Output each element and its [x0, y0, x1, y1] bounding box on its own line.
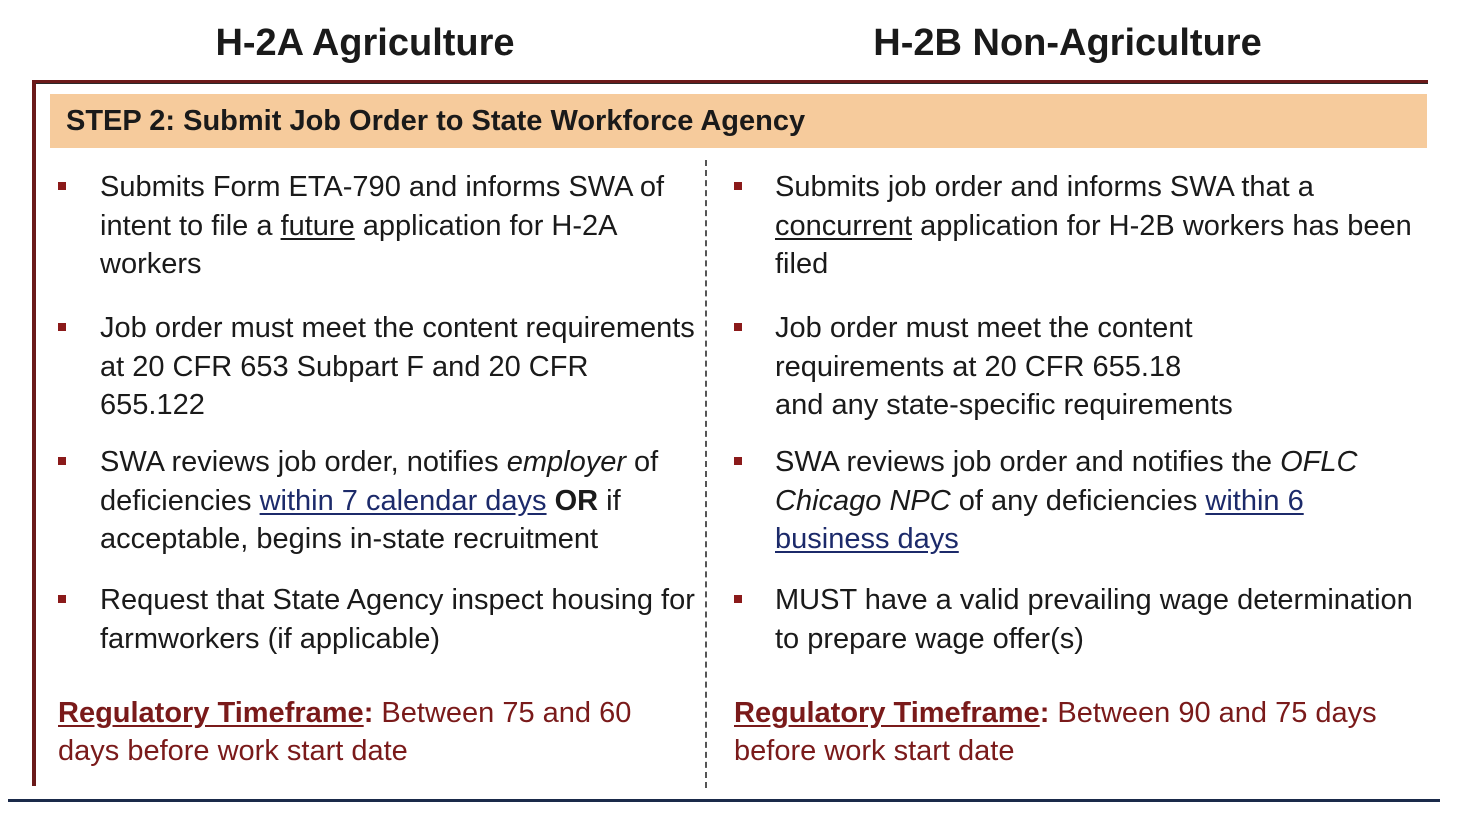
h2b-column-title: H-2B Non-Agriculture [873, 22, 1262, 64]
within-6-days-link[interactable]: within 6 business days [775, 484, 1304, 555]
bullet-icon [734, 457, 742, 465]
h2a-item-swa-review: SWA reviews job order, notifies employer of deficiencies within 7 calendar days OR if acceptable, begins in-state recruitment [100, 446, 659, 555]
h2b-item-swa-review: SWA reviews job order and notifies the OFLC Chicago NPC of any deficiencies within 6 business days [775, 446, 1358, 555]
h2b-item-prevailing-wage: MUST have a valid prevailing wage determination to prepare wage offer(s) [775, 584, 1413, 655]
h2a-item-content-requirements: Job order must meet the content requirements at 20 CFR 653 Subpart F and 20 CFR 655.122 [100, 312, 695, 421]
h2a-regulatory-timeframe: Regulatory Timeframe: Between 75 and 60 days before work start date [58, 697, 632, 767]
bullet-icon [734, 323, 742, 331]
bottom-rule [8, 799, 1440, 802]
bullet-icon [58, 323, 66, 331]
h2b-regulatory-timeframe: Regulatory Timeframe: Between 90 and 75 days before work start date [734, 697, 1377, 767]
h2b-item-content-requirements: Job order must meet the content requirements at 20 CFR 655.18 and any state-specific requirements [775, 312, 1233, 421]
bullet-icon [734, 595, 742, 603]
frame-top-border [32, 80, 1428, 83]
within-7-days-link[interactable]: within 7 calendar days [259, 484, 547, 517]
bullet-icon [734, 182, 742, 190]
column-divider [705, 160, 707, 788]
h2a-column-title: H-2A Agriculture [215, 22, 515, 64]
h2b-item-job-order: Submits job order and informs SWA that a concurrent application for H-2B workers has been filed [775, 171, 1412, 280]
concurrent-underlined: concurrent [775, 209, 913, 242]
frame-left-border [32, 80, 36, 786]
bullet-icon [58, 457, 66, 465]
bullet-icon [58, 182, 66, 190]
h2a-item-form-eta790: Submits Form ETA-790 and informs SWA of intent to file a future application for H-2A workers [100, 171, 665, 280]
step-banner [50, 94, 1427, 148]
h2a-item-housing-inspection: Request that State Agency inspect housing for farmworkers (if applicable) [100, 584, 695, 655]
future-underlined: future [280, 209, 355, 242]
step-banner-label: STEP 2: Submit Job Order to State Workforce Agency [66, 104, 806, 137]
bullet-icon [58, 595, 66, 603]
